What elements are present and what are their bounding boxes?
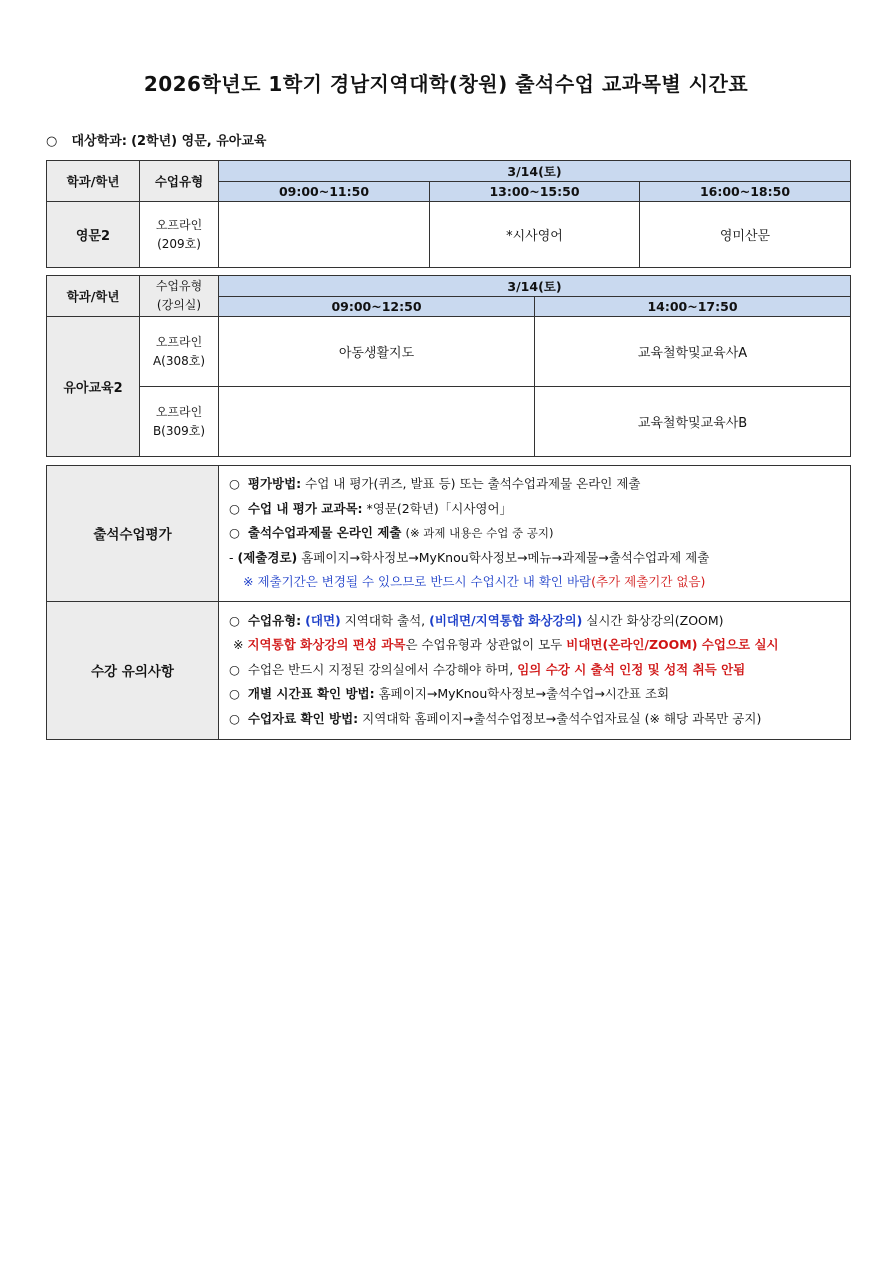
caution-line [229,682,850,707]
caution-line [229,658,850,683]
caution-line [229,707,850,732]
bullet-icon: ○ [229,661,240,677]
caution-type-inperson: (대면) [305,612,341,628]
course-cell: 영미산문 [640,202,851,268]
caution-type-label: 수업유형: [247,612,302,628]
timetable-early-childhood [46,275,851,457]
target-value: (2학년) 영문, 유아교육 [131,134,267,149]
eval-line [229,472,850,497]
eval-route-text: 홈페이지→학사정보→MyKnou학사정보→메뉴→과제물→출석수업과제 제출 [301,549,710,565]
page-title: 2026학년도 1학기 경남지역대학(창원) 출석수업 교과목별 시간표 [143,72,749,96]
caution-schedule-label: 개별 시간표 확인 방법: [247,686,375,702]
course-cell [219,202,430,268]
bullet-icon: ○ [229,500,240,516]
bullet-icon: ○ [229,525,240,540]
eval-content [219,466,851,602]
course-cell [219,387,535,457]
header-dept: 학과/학년 [47,161,140,202]
header-date: 3/14(토) [219,161,851,182]
header-dept: 학과/학년 [47,276,140,317]
eval-line [229,497,850,522]
caution-line [229,633,850,658]
dept-label: 영문2 [47,202,140,268]
header-time: 09:00~11:50 [219,181,430,202]
header-type-line: 수업유형 [155,279,203,293]
dept-label: 유아교육2 [47,317,140,457]
class-type [140,317,219,387]
eval-deadline-warning: (추가 제출기간 없음) [591,574,706,589]
header-type [140,276,219,317]
course-cell: 교육철학및교육사A [535,317,851,387]
caution-room-text: 수업은 반드시 지정된 강의실에서 수강해야 하며, [247,661,514,677]
eval-line [229,570,850,595]
bullet-icon: ○ [229,476,240,491]
reference-mark-icon: ※ [233,637,244,653]
caution-type-text: 지역대학 출석, [344,612,426,628]
caution-materials-label: 수업자료 확인 방법: [247,710,359,726]
eval-submit-label: 출석수업과제물 온라인 제출 [247,525,402,540]
class-type-line: 오프라인 [155,334,203,349]
eval-line [229,521,850,546]
target-departments [46,130,266,149]
bullet-icon: ○ [229,710,240,726]
header-time: 13:00~15:50 [430,181,640,202]
eval-method-label: 평가방법: [247,476,302,491]
caution-label: 수강 유의사항 [47,601,219,739]
timetable-english [46,160,851,268]
course-cell: 교육철학및교육사B [535,387,851,457]
dash-icon: - [229,549,234,565]
caution-online-note: 비대면(온라인/ZOOM) 수업으로 실시 [566,637,779,653]
caution-type-text: 실시간 화상강의(ZOOM) [586,612,724,628]
header-room-line: (강의실) [156,298,202,312]
caution-materials-text: 지역대학 홈페이지→출석수업정보→출석수업자료실 (※ 해당 과목만 공지) [362,710,762,726]
caution-integrated-course: 지역통합 화상강의 편성 과목 [247,637,406,653]
notes-table [46,465,851,740]
eval-submit-text: (※ 과제 내용은 수업 중 공지) [405,526,554,540]
class-room: B(309호) [152,423,206,438]
header-type: 수업유형 [140,161,219,202]
eval-label: 출석수업평가 [47,466,219,602]
caution-integrated-text: 은 수업유형과 상관없이 모두 [405,637,563,653]
bullet-icon: ○ [229,612,240,628]
header-time: 09:00~12:50 [219,296,535,317]
header-time: 14:00~17:50 [535,296,851,317]
course-cell: 아동생활지도 [219,317,535,387]
class-type-line: 오프라인 [155,404,203,419]
class-type-line: 오프라인 [155,217,203,232]
caution-type-online: (비대면/지역통합 화상강의) [429,612,583,628]
class-room: A(308호) [152,353,206,368]
class-type [140,387,219,457]
eval-route-label: (제출경로) [237,549,298,565]
header-time: 16:00~18:50 [640,181,851,202]
class-room: (209호) [157,236,201,251]
eval-line [229,546,850,571]
eval-inclass-label: 수업 내 평가 교과목: [247,500,363,516]
caution-content [219,601,851,739]
eval-inclass-text: *영문(2학년)「시사영어」 [366,500,513,516]
caution-room-warning: 임의 수강 시 출석 인정 및 성적 취득 안됨 [517,661,746,677]
target-label: 대상학과: [71,134,127,149]
caution-schedule-text: 홈페이지→MyKnou학사정보→출석수업→시간표 조회 [378,686,670,702]
header-date: 3/14(토) [219,276,851,297]
caution-line [229,609,850,634]
bullet-icon: ○ [46,134,58,149]
eval-deadline-note: ※ 제출기간은 변경될 수 있으므로 반드시 수업시간 내 확인 바람 [243,574,592,589]
class-type [140,202,219,268]
eval-method-text: 수업 내 평가(퀴즈, 발표 등) 또는 출석수업과제물 온라인 제출 [305,476,641,491]
bullet-icon: ○ [229,686,240,702]
course-cell: *시사영어 [430,202,640,268]
